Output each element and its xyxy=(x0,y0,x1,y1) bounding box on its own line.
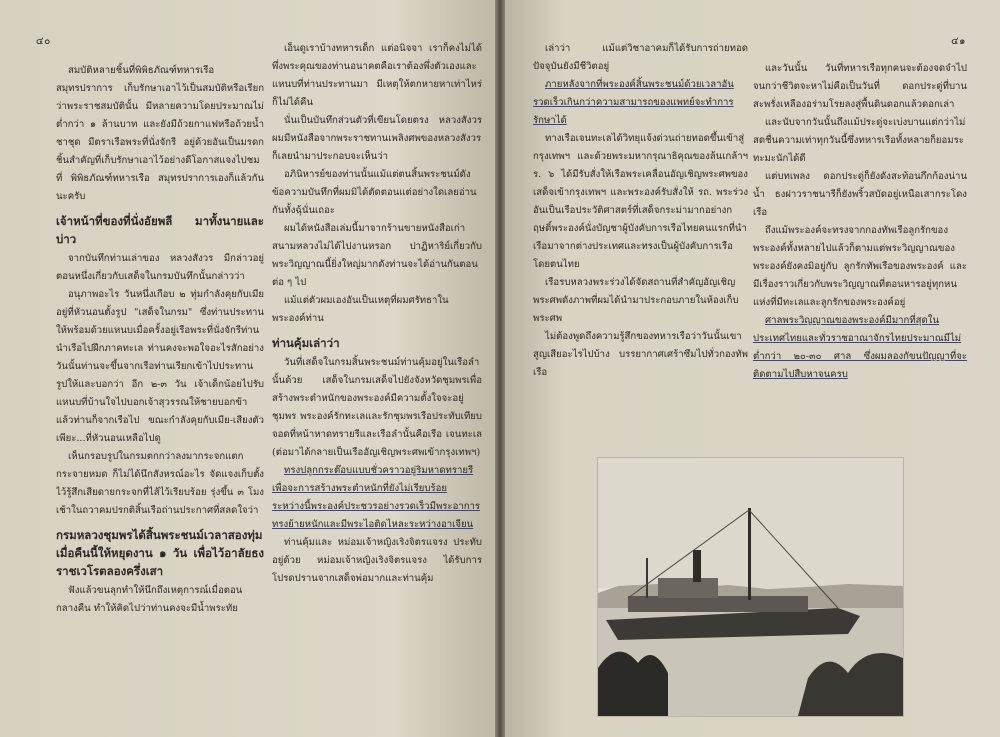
paragraph: อนุภาพอะไร วันหนึ่งเกือบ ๒ ทุ่มกำลังคุยกับเมียอยู่ที่หัวนอนตั้งรูป "เสด็จในกรม" ซึ่งท่านประทานให้พร้อมด้วยแหนบเมื่อครั้งอยู่เรือพระที่นั่งจักรีท่านนำเรือไปฝึกภาคทะเล ท่านคงจะพอใจอะไรสักอย่างวันนั้นท่านจะขึ้นจากเรือท่านเรียกเข้าไปประทานรูปให้และบอกว่า อีก ๒-๓ วัน เจ้าเด็กน้อยไปรับแหนบที่บ้านใจไปบอกเจ้าสุวรรณให้ชายบอกข้า แล้วท่านก็จากเรือไป ขณะกำลังคุยกับเมีย-เสียงตัวเพียะ...ที่หัวนอนเหลือไปดู xyxy=(56,289,264,444)
paragraph: และวันนั้น วันที่ทหารเรือทุกคนจะต้องจดจำไปจนกว่าชีวิตจะหาไม่คือเป็นวันที่ ดอกประดู่ที่บานสะพรั่งเหลืองอร่ามโรยลงสู่พื้นดินดอกแล้วดอกเล่า xyxy=(753,63,967,110)
ship-photograph xyxy=(597,457,904,717)
underlined-paragraph: ศาลพระวิญญาณของพระองค์มีมากที่สุดในประเทศไทยและทั่วราชอาณาจักรไทยประมาณมีไม่ต่ำกว่า ๒๐-๓๐ ศาล ซึ่งผมลองกัขนปัญญาที่จะติดตามไปสืบหาจนครบ xyxy=(753,315,967,380)
paragraph: นั่นเป็นบันทึกส่วนตัวที่เขียนโดยตรง หลวงสังวร ผมมีหนังสือจากพระราชทานเพลิงศพของหลวงสังวร ก็เลยนำมาประกอบจะเห็นว่า xyxy=(272,115,482,162)
underlined-paragraph: ภายหลังจากที่พระองค์สิ้นพระชนม์ด้วยเวลาอันรวดเร็วเกินกว่าความสามารถของแพทย์จะทำการรักษาได้ xyxy=(533,79,734,126)
paragraph: สมบัติหลายชิ้นที่พิพิธภัณฑ์ทหารเรือ สมุทรปราการ เก็บรักษาเอาไว้เป็นสมบัติหรือเรียกว่าพระราชสมบัตินั้น มีหลายความโดยประมาณไม่ต่ำกว่า ๑ ล้านบาท และยังมีถ้วยกาแฟหรือถ้วยน้ำชาชุด มีตราเรือพระที่นั่งจักรี อยู่ด้วยอันเป็นมรดกชิ้นสำคัญที่เก็บรักษาเอาไว้อย่างดีโอกาสแจงไปชมที่ พิพิธภัณฑ์ทหารเรือ สมุทรปราการเองก็แล้วกันนะครับ xyxy=(56,65,264,202)
paragraph: เห็นกรอบรูปในกรมตกกว่าลงมากระจกแตกกระจายหมด ก็ไม่ได้นึกสังหรณ์อะไร จัดแจงเก็บตั้งไว้รู้สึกเสียดายกระจกที่ไส้ไว้เรียบร้อย รุ่งขึ้น ๓ โมงเช้าในถวาคมปรกติสิ้นเรือถ่านประกาศที่สลดใจว่า xyxy=(56,451,264,516)
paragraph: วันที่เสด็จในกรมสิ้นพระชนม์ท่านคุ้มอยู่ในเรือลำนั้นด้วย เสด็จในกรมเสด็จไปยังจังหวัดชุมพรเพื่อ สร้างพระตำหนักของพระองค์มีความตั้งใจจะอยู่ชุมพร พระองค์รักทะเลและรักชุมพรเรือประทับเทียบจอดที่หน้าหาดทรายรีและเรือลำนั้นคือเรือ เจนทะเล (ต่อมาได้กลายเป็นเรืออัญเชิญพระศพเข้ากรุงเทพฯ) xyxy=(272,357,482,458)
left-column-1 xyxy=(56,62,264,722)
paragraph: เล่าว่า แม้แต่วิชาอาคมก็ได้รับการถ่ายทอด ปัจจุบันยังมีชีวิตอยู่ xyxy=(533,43,748,72)
paragraph: ฟังแล้วขนลุกทำให้นึกถึงเหตุการณ์เมื่อตอนกลางคืน ทำให้คิดไปว่าท่านคงจะมีน้ำพระทัย xyxy=(56,585,243,614)
paragraph: เรือรบหลวงพระร่วงได้จัดสถานที่สำคัญอัญเชิญพระศพดังภาพที่ผมได้นำมาประกอบภายในห้องเก็บพระศพ xyxy=(533,277,739,324)
paragraph: ผมได้หนังสือเล่มนี้มาจากร้านขายหนังสือเก่าสนามหลวงไม่ได้ไปงานหรอก ปาฏิหาริย์เกี่ยวกับพระวิญญาณนี้ยิ่งใหญ่มากดังท่านจะได้อ่านกันตอนต่อ ๆ ไป xyxy=(272,223,482,288)
section-heading: ท่านคุ้มเล่าว่า xyxy=(272,336,340,350)
paragraph: ถึงแม้พระองค์จะทรงจากกองทัพเรือลูกรักของพระองค์ทั้งหลายไปแล้วก็ตามแต่พระวิญญาณของพระองค์ยังคงมิอยู่กับ ลูกรักทัพเรือของพระองค์ และมีเรื่องราวเกี่ยวกับพระวิญญาณที่ตอนหารอยู่ทุกหนแห่งที่มีทะเลและลูกรักของพระองค์อยู่ xyxy=(753,225,967,308)
paragraph: อภินิหารย์ของท่านนั้นแม้แต่ตนสิ้นพระชนม์ดังข้อความบันทึกที่ผมมิได้ตัดตอนแต่อย่างใดเลยอ่านกันทั้งฉุ้นั่นเถอะ xyxy=(272,169,477,216)
paragraph: ทางเรือเจนทะเลได้วิทยุแจ้งด่วนถ่ายทอดขึ้นเข้าสู่กรุงเทพฯ และด้วยพระมหากรุณาธิคุณของล้นเกล้าฯ ร. ๖ ได้มีรับสั่งให้เรือพระเคลื่อนอัญเชิญพระศพของเสด็จเข้ากรุงเทพฯ และพระองค์รับสั่งให้ รถ. พระร่วง อันเป็นเรือประวัติศาสตร์ที่เสด็จกระม่ามากอย่างกฤษดิ์พระองค์นั่งบัญชาผู้บังคับการเรือไทยคนแรกที่นำเรือมาจากต่างประเทศและทรงเป็นผู้บังคับการเรือโดยตนไทย xyxy=(533,133,748,270)
paragraph: แม้แต่ตัวผมเองอันเป็นเหตุที่ผมศรัทธาในพระองค์ท่าน xyxy=(272,295,449,324)
right-column-1 xyxy=(533,40,748,450)
left-page xyxy=(0,0,495,737)
announcement-heading: กรมหลวงชุมพรได้สิ้นพระชนม์เวลาสองทุ่มเมื่อคืนนี้ให้หยุดงาน ๑ วัน เพื่อไว้อาลัยธงราชเวโรตลองครึ่งเสา xyxy=(56,528,264,578)
paragraph: จากบันทึกท่านเล่าของ หลวงสังวร มีกล่าวอยู่ตอนหนึ่งเกี่ยวกับเสด็จในกรมบันทึกนั้นกล่าวว่า xyxy=(56,253,264,282)
paragraph: ไม่ต้องพูดถึงความรู้สึกของทหารเรือว่าวันนั้นเขาสูญเสียอะไรไปบ้าง บรรยากาศเศร้าซึมไปทั่วกองทัพเรือ xyxy=(533,331,748,378)
paragraph: เอ็นดูเราบ้างทหารเด็ก แต่อนิจจา เราก็คงไม่ได้พึ่งพระคุณของท่านอนาคตคือเราต้องพึ่งตัวเองและแหนบที่ท่านประทานมา มีเหตุให้ตกหายหาเท่าไหร่ก็ไม่ได้คืน xyxy=(272,43,482,108)
paragraph: ท่านคุ้มและ หม่อมเจ้าหญิงเริงจิตรแจรง ประทับอยู่ด้วย หม่อมเจ้าหญิงเริงจิตรแจรง ได้รับการโปรดปรานจากเสด็จพ่อมากและท่านคุ้ม xyxy=(272,537,482,584)
page-number-left: ๔๐ xyxy=(36,36,51,47)
left-column-2 xyxy=(272,40,482,730)
ship-illustration xyxy=(598,458,903,716)
section-heading: เจ้าหน้าที่ของที่นั่งอัยพลี มาทั้งนายและบ่าว xyxy=(56,214,264,246)
right-column-2 xyxy=(753,60,967,440)
underlined-paragraph: ทรงปลูกกระต๊อบแบบชั่วคราวอยู่ริมหาดทรายรี เพื่อจะการสร้างพระตำหนักที่ยังไม่เรียบร้อย ระหว่างนี้พระองค์ประชวรอย่างรวดเร็วมีพระอาการ ทรงย้ายหนักและมีพระไอติดไหละระหว่างอาเจียน xyxy=(272,465,481,530)
right-page xyxy=(505,0,1000,737)
paragraph: และนับจากวันนั้นถึงแม้ประดู่จะเบ่งบานแต่กว่าไม่สดชื่นความเท่าทุกวันนี้ซึ่งทหารเรือทั้งหลายก็ยอมระทะมะนักได้ดี xyxy=(753,117,966,164)
page-number-right: ๔๑ xyxy=(951,36,966,47)
paragraph: แต่บทเพลง ดอกประดู่ก็ยังดังสะท้อนกึกก้องน่านน้ำ ธงฝาวราชนารีก็ยังพริ้วสบัดอยู่เหนือเสากระโดงเรือ xyxy=(753,171,967,218)
book-gutter xyxy=(495,0,505,737)
